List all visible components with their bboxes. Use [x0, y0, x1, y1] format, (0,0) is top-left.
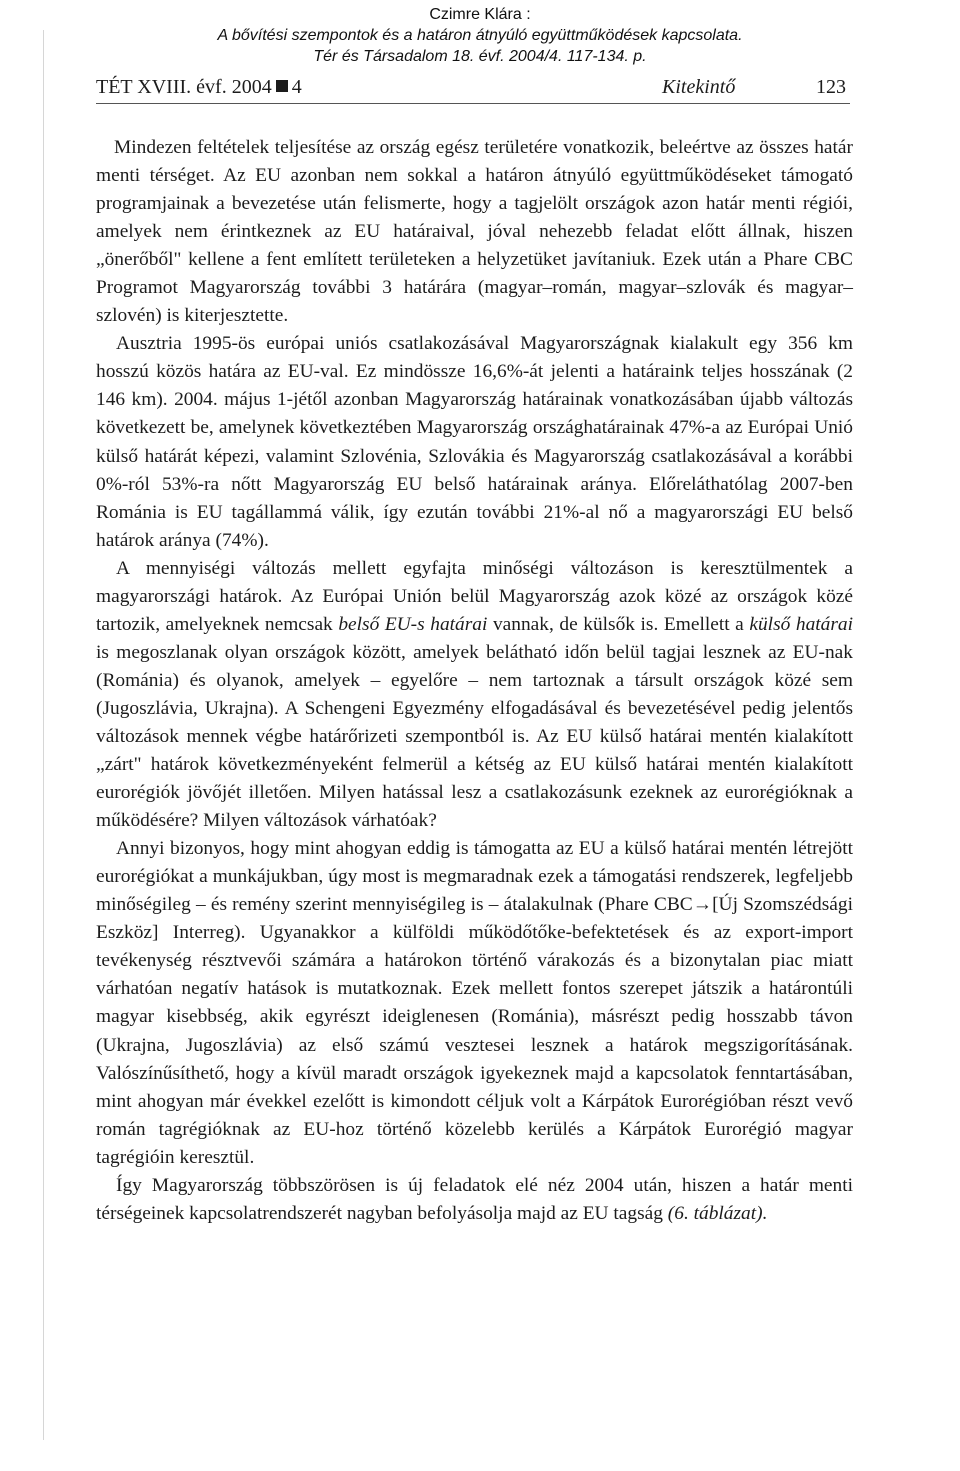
section-name: Kitekintő	[662, 76, 736, 98]
journal-name-post: 4	[291, 76, 302, 98]
emphasis-text: külső határai	[749, 613, 853, 635]
citation-source: Tér és Társadalom 18. évf. 2004/4. 117-134. p.	[313, 48, 647, 65]
paragraph-text: vannak, de külsők is. Emellett a	[487, 613, 750, 635]
paragraph	[96, 1172, 853, 1228]
citation-block	[0, 4, 960, 67]
journal-name	[96, 73, 302, 101]
paragraph	[96, 555, 853, 835]
paragraph-text: A mennyiségi változás mellett egyfajta minőségi változáson is keresztülmentek a magyarországi határok. Az Európai Unión belül Magyarország azok közé az országok közé tartozik, amelyeknek nemcsak	[96, 557, 853, 635]
citation-title: A bővítési szempontok és a határon átnyúló együttműködések kapcsolata.	[217, 27, 743, 44]
square-icon	[276, 80, 288, 92]
article-body	[96, 134, 853, 1228]
journal-name-pre: TÉT XVIII. évf. 2004	[96, 76, 272, 98]
paragraph: Ausztria 1995-ös európai uniós csatlakozásával Magyarországnak kialakult egy 356 km hosszú közös határa az EU-val. Ez mindössze 16,6%-át jelenti a határaink teljes hosszának (2 146 km). 2004. május 1-jétől azonban Magyarország határainak vonatkozásában újabb változás következett be, amelynek következtében Magyarország országhatárainak 47%-a az Európai Unió külső határát képezi, valamint Szlovénia, Szlovákia és Magyarország csatlakozásával a korábbi 0%-ról 53%-ra nőtt Magyarország EU belső határainak aránya. Előreláthatólag 2007-ben Románia is EU tagállammá válik, így ezután további 21%-al nő a magyarországi EU belső határok aránya (74%).	[96, 333, 853, 551]
table-reference: (6. táblázat).	[667, 1202, 768, 1224]
paragraph: Annyi bizonyos, hogy mint ahogyan eddig is támogatta az EU a külső határai mentén létrejött eurorégiókat a munkájukban, úgy most is megmaradnak ezek a támogatási rendszerek, legfeljebb minőségileg – és remény szerint mennyiségileg is – átalakulnak (Phare CBC→[Új Szomszédsági Eszköz] Interreg). Ugyanakkor a külföldi működőtőke-befektetések és az export-import tevékenység résztvevői számára a határokon történő várakozás és a bizonytalan piac miatt várhatóan negatív hatások is mutatkoznak. Ezek mellett fontos szerepet játszik a határontúli magyar kisebbség, akik egyrészt ideiglenesen (Románia), másrészt pedig hosszabb távon (Ukrajna, Jugoszlávia) az első számú vesztesei lesznek a határok megszigorításának. Valószínűsíthető, hogy a kívül maradt országok igyekeznek majd a kapcsolatok fenntartásában, mint ahogyan már évekkel ezelőtt is kimondott céljuk volt a Kárpátok Eurorégióban részt vevő román tagrégióknak az EU-hoz történő közelebb kerülés a Kárpátok Eurorégió magyar tagrégióin keresztül.	[96, 838, 853, 1168]
citation-author: Czimre Klára :	[429, 6, 531, 23]
emphasis-text: belső EU-s határai	[338, 613, 488, 635]
paragraph-text: is megoszlanak olyan országok között, amelyek belátható időn belül tagjai lesznek az EU-nak (Románia) és olyanok, amelyek – egyelőre – nem tartoznak a társult országok közé sem (Jugoszlávia, Ukrajna). A Schengeni Egyezmény elfogadásával és bevezetésével pedig jelentős változások mennek végbe határőrizeti szempontból is. Az EU külső határai mentén kialakított „zárt" határok következményeként felmerül a kétség az EU külső határai mentén kialakított eurorégiók jövőjét illetően. Milyen hatással lesz a csatlakozásunk ezeknek az eurorégióknak a működésére? Milyen változások várhatóak?	[96, 641, 853, 832]
page-number: 123	[816, 76, 846, 98]
running-header	[96, 73, 846, 103]
paragraph-text: Így Magyarország többszörösen is új feladatok elé néz 2004 után, hiszen a határ menti térségeinek kapcsolatrendszerét nagyban befolyásolja majd az EU tagság	[96, 1174, 853, 1224]
header-divider	[96, 103, 850, 104]
paragraph: Mindezen feltételek teljesítése az ország egész területére vonatkozik, beleértve az összes határ menti térséget. Az EU azonban nem sokkal a határon átnyúló együttműködéseket támogató programjainak a bevezetése után felismerte, hogy a tagjelölt országok azon határ menti régiói, amelyek nem érintkeznek az EU határaival, jóval nehezebb feladat előtt állnak, hiszen „önerőből" kellene a fent említett területeken a helyzetüket javítaniuk. Ezek után a Phare CBC Programot Magyarország további 3 határára (magyar–román, magyar–szlovák és magyar–szlovén) is kiterjesztette.	[96, 137, 853, 327]
margin-rule	[43, 30, 44, 1440]
